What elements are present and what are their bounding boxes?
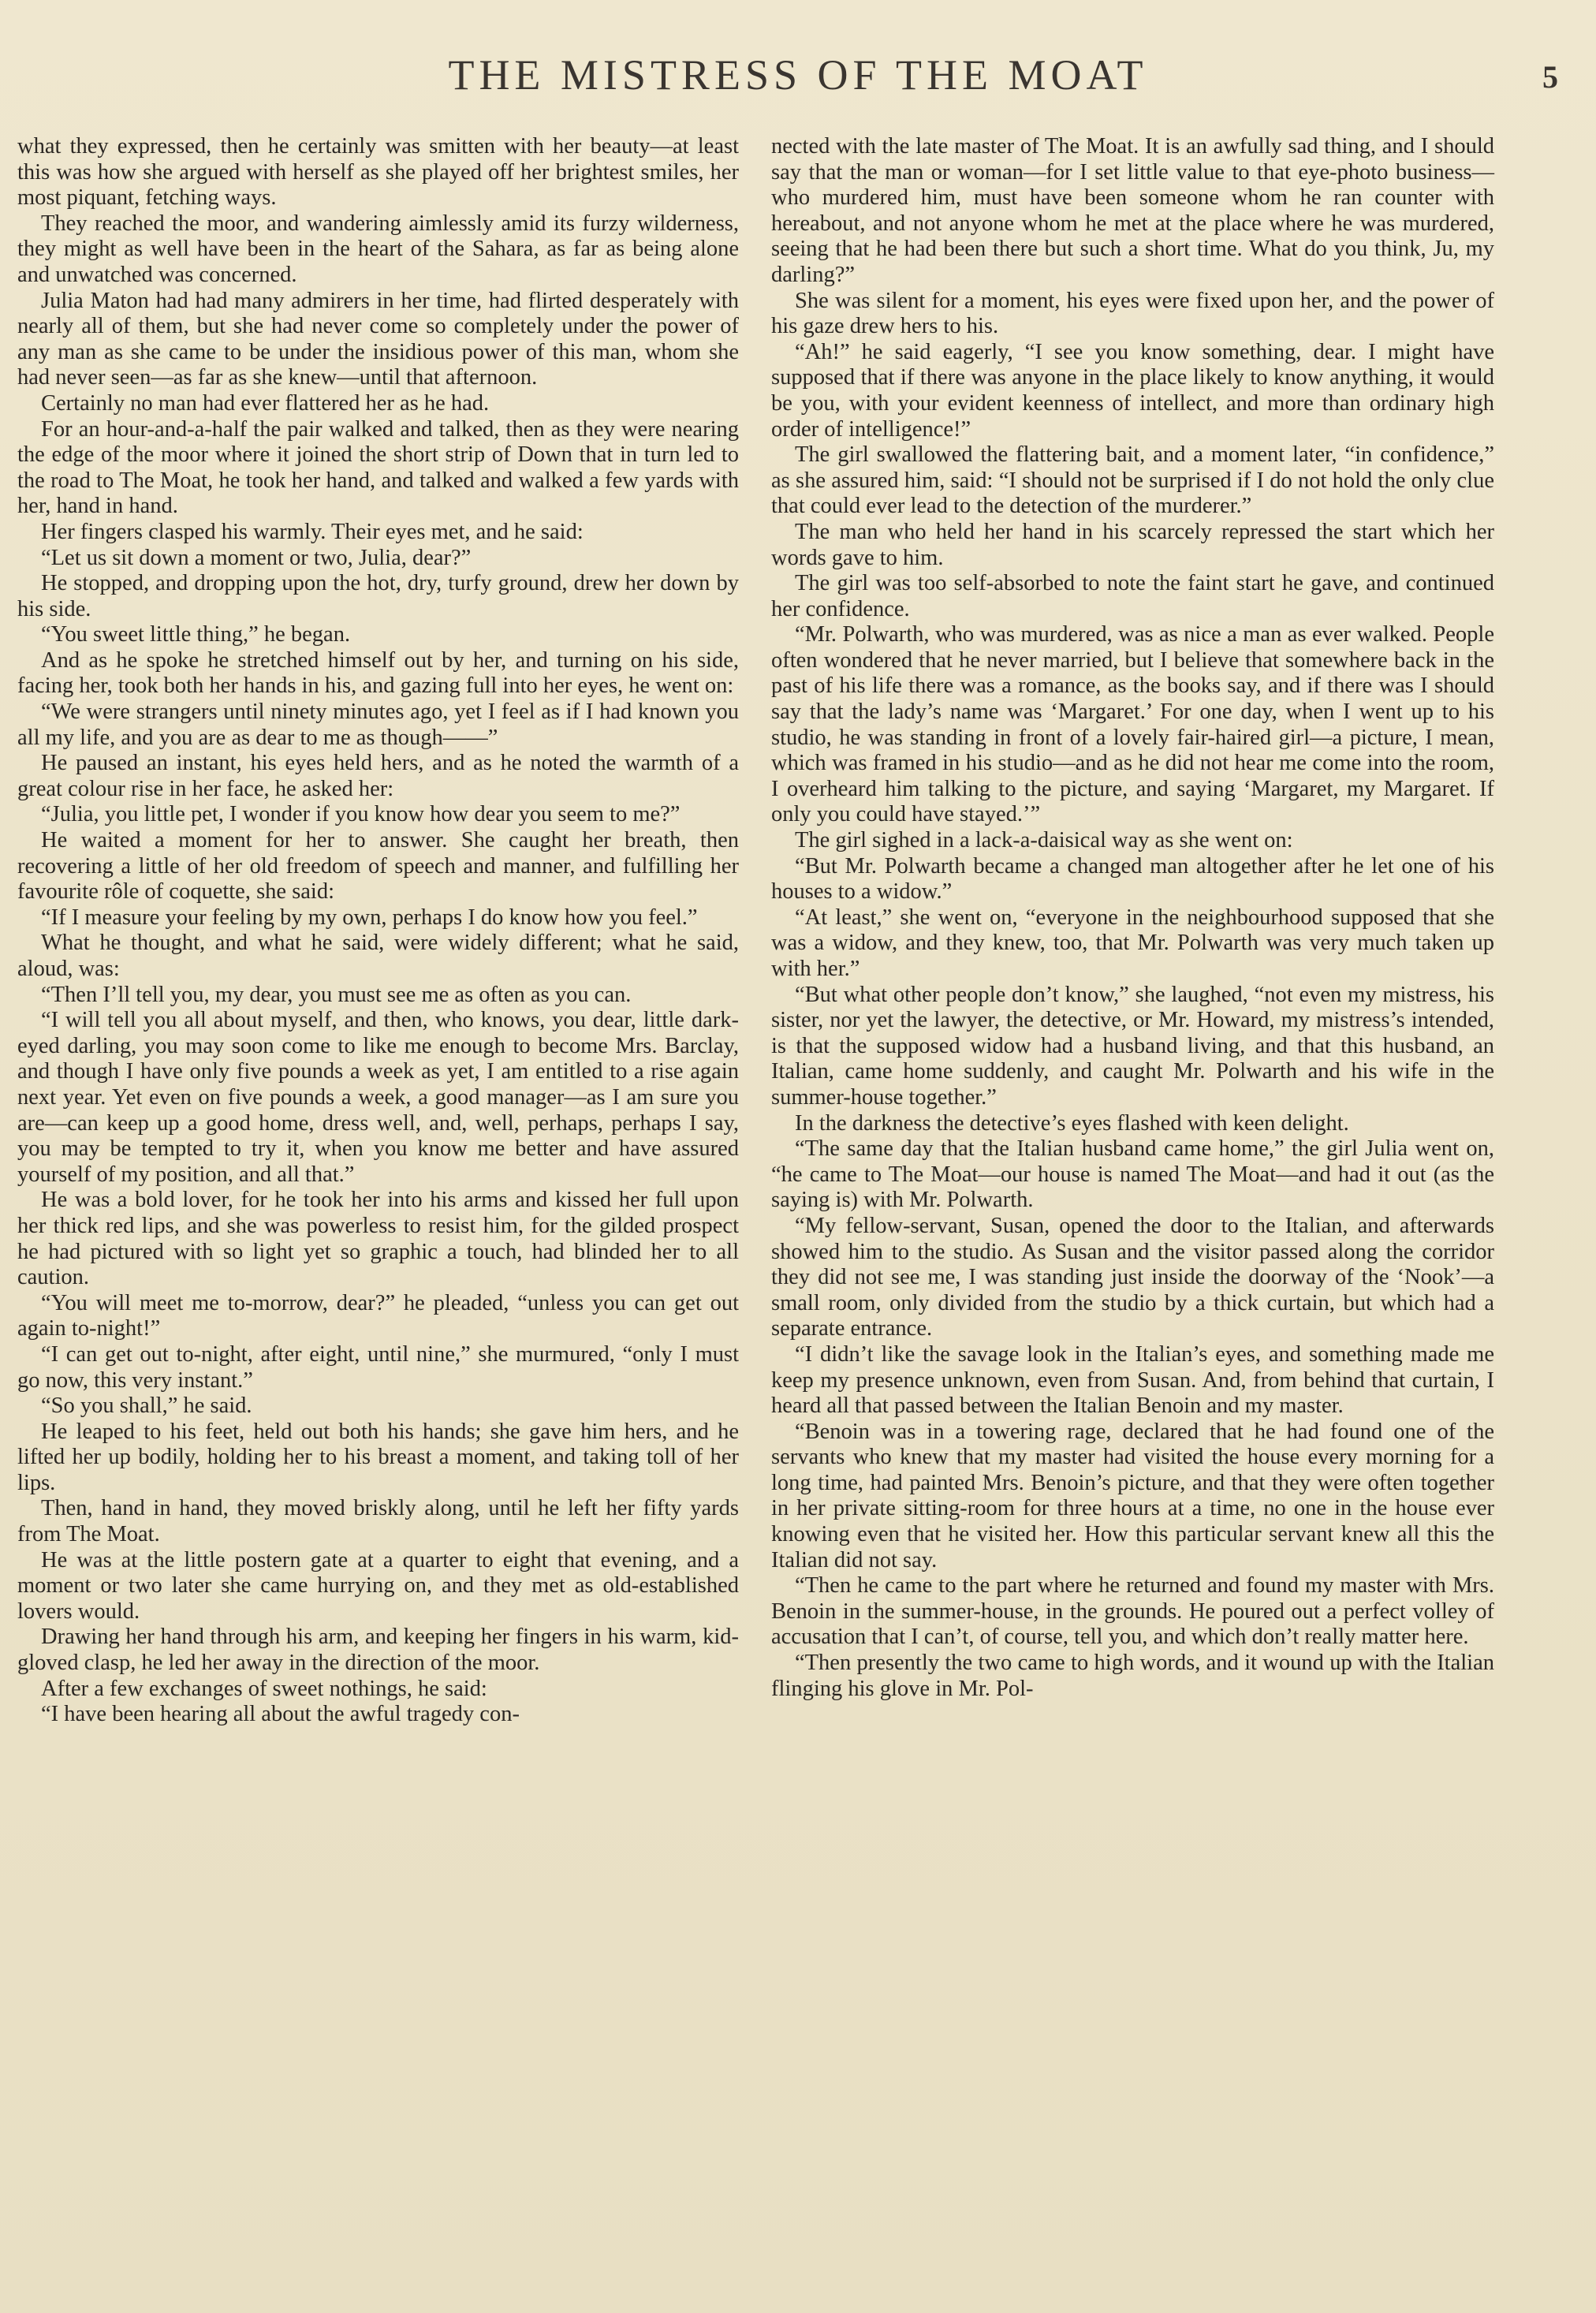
paragraph: “Then he came to the part where he returned and found my master with Mrs. Benoin in the summer-house, in the grounds. He poured out a perfect volley of accusation that I can’t, of course, tell you, and which don’t really matter here. <box>771 1573 1494 1650</box>
paragraph: “We were strangers until ninety minutes ago, yet I feel as if I had known you all my life, and you are as dear to me as though——” <box>17 699 739 750</box>
paragraph: “But Mr. Polwarth became a changed man altogether after he let one of his houses to a widow.” <box>771 853 1494 905</box>
paragraph: He waited a moment for her to answer. She caught her breath, then recovering a little of her old freedom of speech and manner, and fulfilling her favourite rôle of coquette, she said: <box>17 828 739 905</box>
paragraph: “At least,” she went on, “everyone in the neighbourhood supposed that she was a widow, and they knew, too, that Mr. Polwarth was very much taken up with her.” <box>771 905 1494 981</box>
paragraph: “I didn’t like the savage look in the Italian’s eyes, and something made me keep my presence unknown, even from Susan. And, from behind that curtain, I heard all that passed between the Italian Benoin and my master. <box>771 1341 1494 1419</box>
paragraph: “So you shall,” he said. <box>41 1393 252 1419</box>
paragraph: The man who held her hand in his scarcely repressed the start which her words gave to him. <box>771 519 1494 570</box>
paragraph: “Benoin was in a towering rage, declared that he had found one of the servants who knew that my master had visited the house every morning for a long time, had painted Mrs. Benoin’s picture, and that they were often together in her private sitting-room for three hours at a time, no one in the house ever knowing even that he visited her. How this particular servant knew all this the Italian did not say. <box>771 1419 1494 1572</box>
paragraph: “Then presently the two came to high words, and it wound up with the Italian flinging his glove in Mr. Pol- <box>771 1651 1494 1701</box>
paragraph: Then, hand in hand, they moved briskly along, until he left her fifty yards from The Moat. <box>17 1496 739 1547</box>
paragraph: He paused an instant, his eyes held hers, and as he noted the warmth of a great colour rise in her face, he asked her: <box>17 751 739 801</box>
paragraph: He stopped, and dropping upon the hot, dry, turfy ground, drew her down by his side. <box>17 571 739 621</box>
paragraph: He was at the little postern gate at a quarter to eight that evening, and a moment or two later she came hurrying on, and they met as old-established lovers would. <box>17 1547 739 1624</box>
paragraph: “Let us sit down a moment or two, Julia, dear?” <box>41 545 472 570</box>
paragraph: The girl swallowed the flattering bait, and a moment later, “in confidence,” as she assured him, said: “I should not be surprised if I do not hold the only clue that could ever lead to the detection of the murderer.” <box>771 442 1494 519</box>
paragraph: “Julia, you little pet, I wonder if you know how dear you seem to me?” <box>41 802 681 827</box>
left-column <box>17 134 739 1728</box>
paragraph: “Mr. Polwarth, who was murdered, was as nice a man as ever walked. People often wondered that he never married, but I believe that somewhere back in the past of his life there was a romance, as the books say, and if there was I should say that the lady’s name was ‘Margaret.’ For one day, when I went up to his studio, he was standing in front of a lovely fair-haired girl—a picture, I mean, which was framed in his studio—and as he did not hear me come into the room, I overheard him talking to the picture, and saying ‘Margaret, my Margaret. If only you could have stayed.’” <box>771 622 1494 827</box>
paragraph: “You will meet me to-morrow, dear?” he pleaded, “unless you can get out again to-night!” <box>17 1290 739 1341</box>
paragraph: Certainly no man had ever flattered her as he had. <box>41 390 490 416</box>
paragraph: “I can get out to-night, after eight, until nine,” she murmured, “only I must go now, this very instant.” <box>17 1341 739 1393</box>
paragraph: He was a bold lover, for he took her into his arms and kissed her full upon her thick red lips, and she was powerless to resist him, for the gilded prospect he had pictured with so light yet so graphic a touch, had blinded her to all caution. <box>17 1188 739 1290</box>
paragraph: “My fellow-servant, Susan, opened the door to the Italian, and afterwards showed him to the studio. As Susan and the visitor passed along the corridor they did not see me, I was standing just inside the doorway of the ‘Nook’—a small room, only divided from the studio by a thick curtain, but which had a separate entrance. <box>771 1213 1494 1341</box>
paragraph: She was silent for a moment, his eyes were fixed upon her, and the power of his gaze drew hers to his. <box>771 288 1494 339</box>
paragraph: “I have been hearing all about the awful tragedy con- <box>41 1702 520 1727</box>
paragraph: “Then I’ll tell you, my dear, you must see me as often as you can. <box>41 982 632 1007</box>
paragraph: “Ah!” he said eagerly, “I see you know something, dear. I might have supposed that if there was anyone in the place likely to know anything, it would be you, with your evident keenness of intellect, and more than ordinary high order of intelligence!” <box>771 339 1494 442</box>
paragraph: After a few exchanges of sweet nothings, he said: <box>41 1676 487 1701</box>
paragraph: The girl was too self-absorbed to note the faint start he gave, and continued her confidence. <box>771 571 1494 621</box>
paragraph: And as he spoke he stretched himself out by her, and turning on his side, facing her, took both her hands in his, and gazing full into her eyes, he went on: <box>17 647 739 699</box>
paragraph: What he thought, and what he said, were widely different; what he said, aloud, was: <box>17 931 739 981</box>
paragraph: “I will tell you all about myself, and then, who knows, you dear, little dark-eyed darling, you may soon come to like me enough to become Mrs. Barclay, and though I have only five pounds a week as yet, I am entitled to a rise again next year. Yet even on five pounds a week, a good manager—as I am sure you are—can keep up a good home, dress well, and, well, perhaps, perhaps I say, you may be tempted to try it, when you know me better and have assured yourself of my position, and all that.” <box>17 1008 739 1187</box>
paragraph: “But what other people don’t know,” she laughed, “not even my mistress, his sister, nor yet the lawyer, the detective, or Mr. Howard, my mistress’s intended, is that the supposed widow had a husband living, and that this husband, an Italian, came home suddenly, and caught Mr. Polwarth and his wife in the summer-house together.” <box>771 982 1494 1110</box>
paragraph: “If I measure your feeling by my own, perhaps I do know how you feel.” <box>41 905 698 930</box>
paragraph: Drawing her hand through his arm, and keeping her fingers in his warm, kid-gloved clasp, he led her away in the direction of the moor. <box>17 1625 739 1676</box>
paragraph: “You sweet little thing,” he began. <box>41 622 351 647</box>
page-number: 5 <box>1542 59 1558 95</box>
paragraph: Julia Maton had had many admirers in her time, had flirted desperately with nearly all of them, but she had never come so completely under the power of any man as she came to be under the insidious power of this man, whom she had never seen—as far as she knew—until that afternoon. <box>17 288 739 390</box>
paragraph: The girl sighed in a lack-a-daisical way as she went on: <box>795 828 1293 853</box>
paragraph: They reached the moor, and wandering aimlessly amid its furzy wilderness, they might as well have been in the heart of the Sahara, as far as being alone and unwatched was concerned. <box>17 211 739 287</box>
right-column <box>771 134 1494 1702</box>
paragraph: He leaped to his feet, held out both his hands; she gave him hers, and he lifted her up bodily, holding her to his breast a moment, and taking toll of her lips. <box>17 1419 739 1495</box>
paragraph: nected with the late master of The Moat. It is an awfully sad thing, and I should say that the man or woman—for I set little value to that eye-photo business—who murdered him, must have been someone whom he ran counter with hereabout, and not anyone whom he met at the place where he was murdered, seeing that he had been there but such a short time. What do you think, Ju, my darling?” <box>771 134 1494 287</box>
paragraph: Her fingers clasped his warmly. Their eyes met, and he said: <box>41 519 584 544</box>
paragraph: “The same day that the Italian husband came home,” the girl Julia went on, “he came to The Moat—our house is named The Moat—and had it out (as the saying is) with Mr. Polwarth. <box>771 1136 1494 1213</box>
paragraph: what they expressed, then he certainly was smitten with her beauty—at least this was how she argued with herself as she played off her brightest smiles, her most piquant, fetching ways. <box>17 134 739 211</box>
paragraph: In the darkness the detective’s eyes flashed with keen delight. <box>795 1110 1349 1136</box>
paragraph: For an hour-and-a-half the pair walked and talked, then as they were nearing the edge of the moor where it joined the short strip of Down that in turn led to the road to The Moat, he took her hand, and talked and walked a few yards with her, hand in hand. <box>17 416 739 519</box>
running-title: THE MISTRESS OF THE MOAT <box>448 51 1148 99</box>
